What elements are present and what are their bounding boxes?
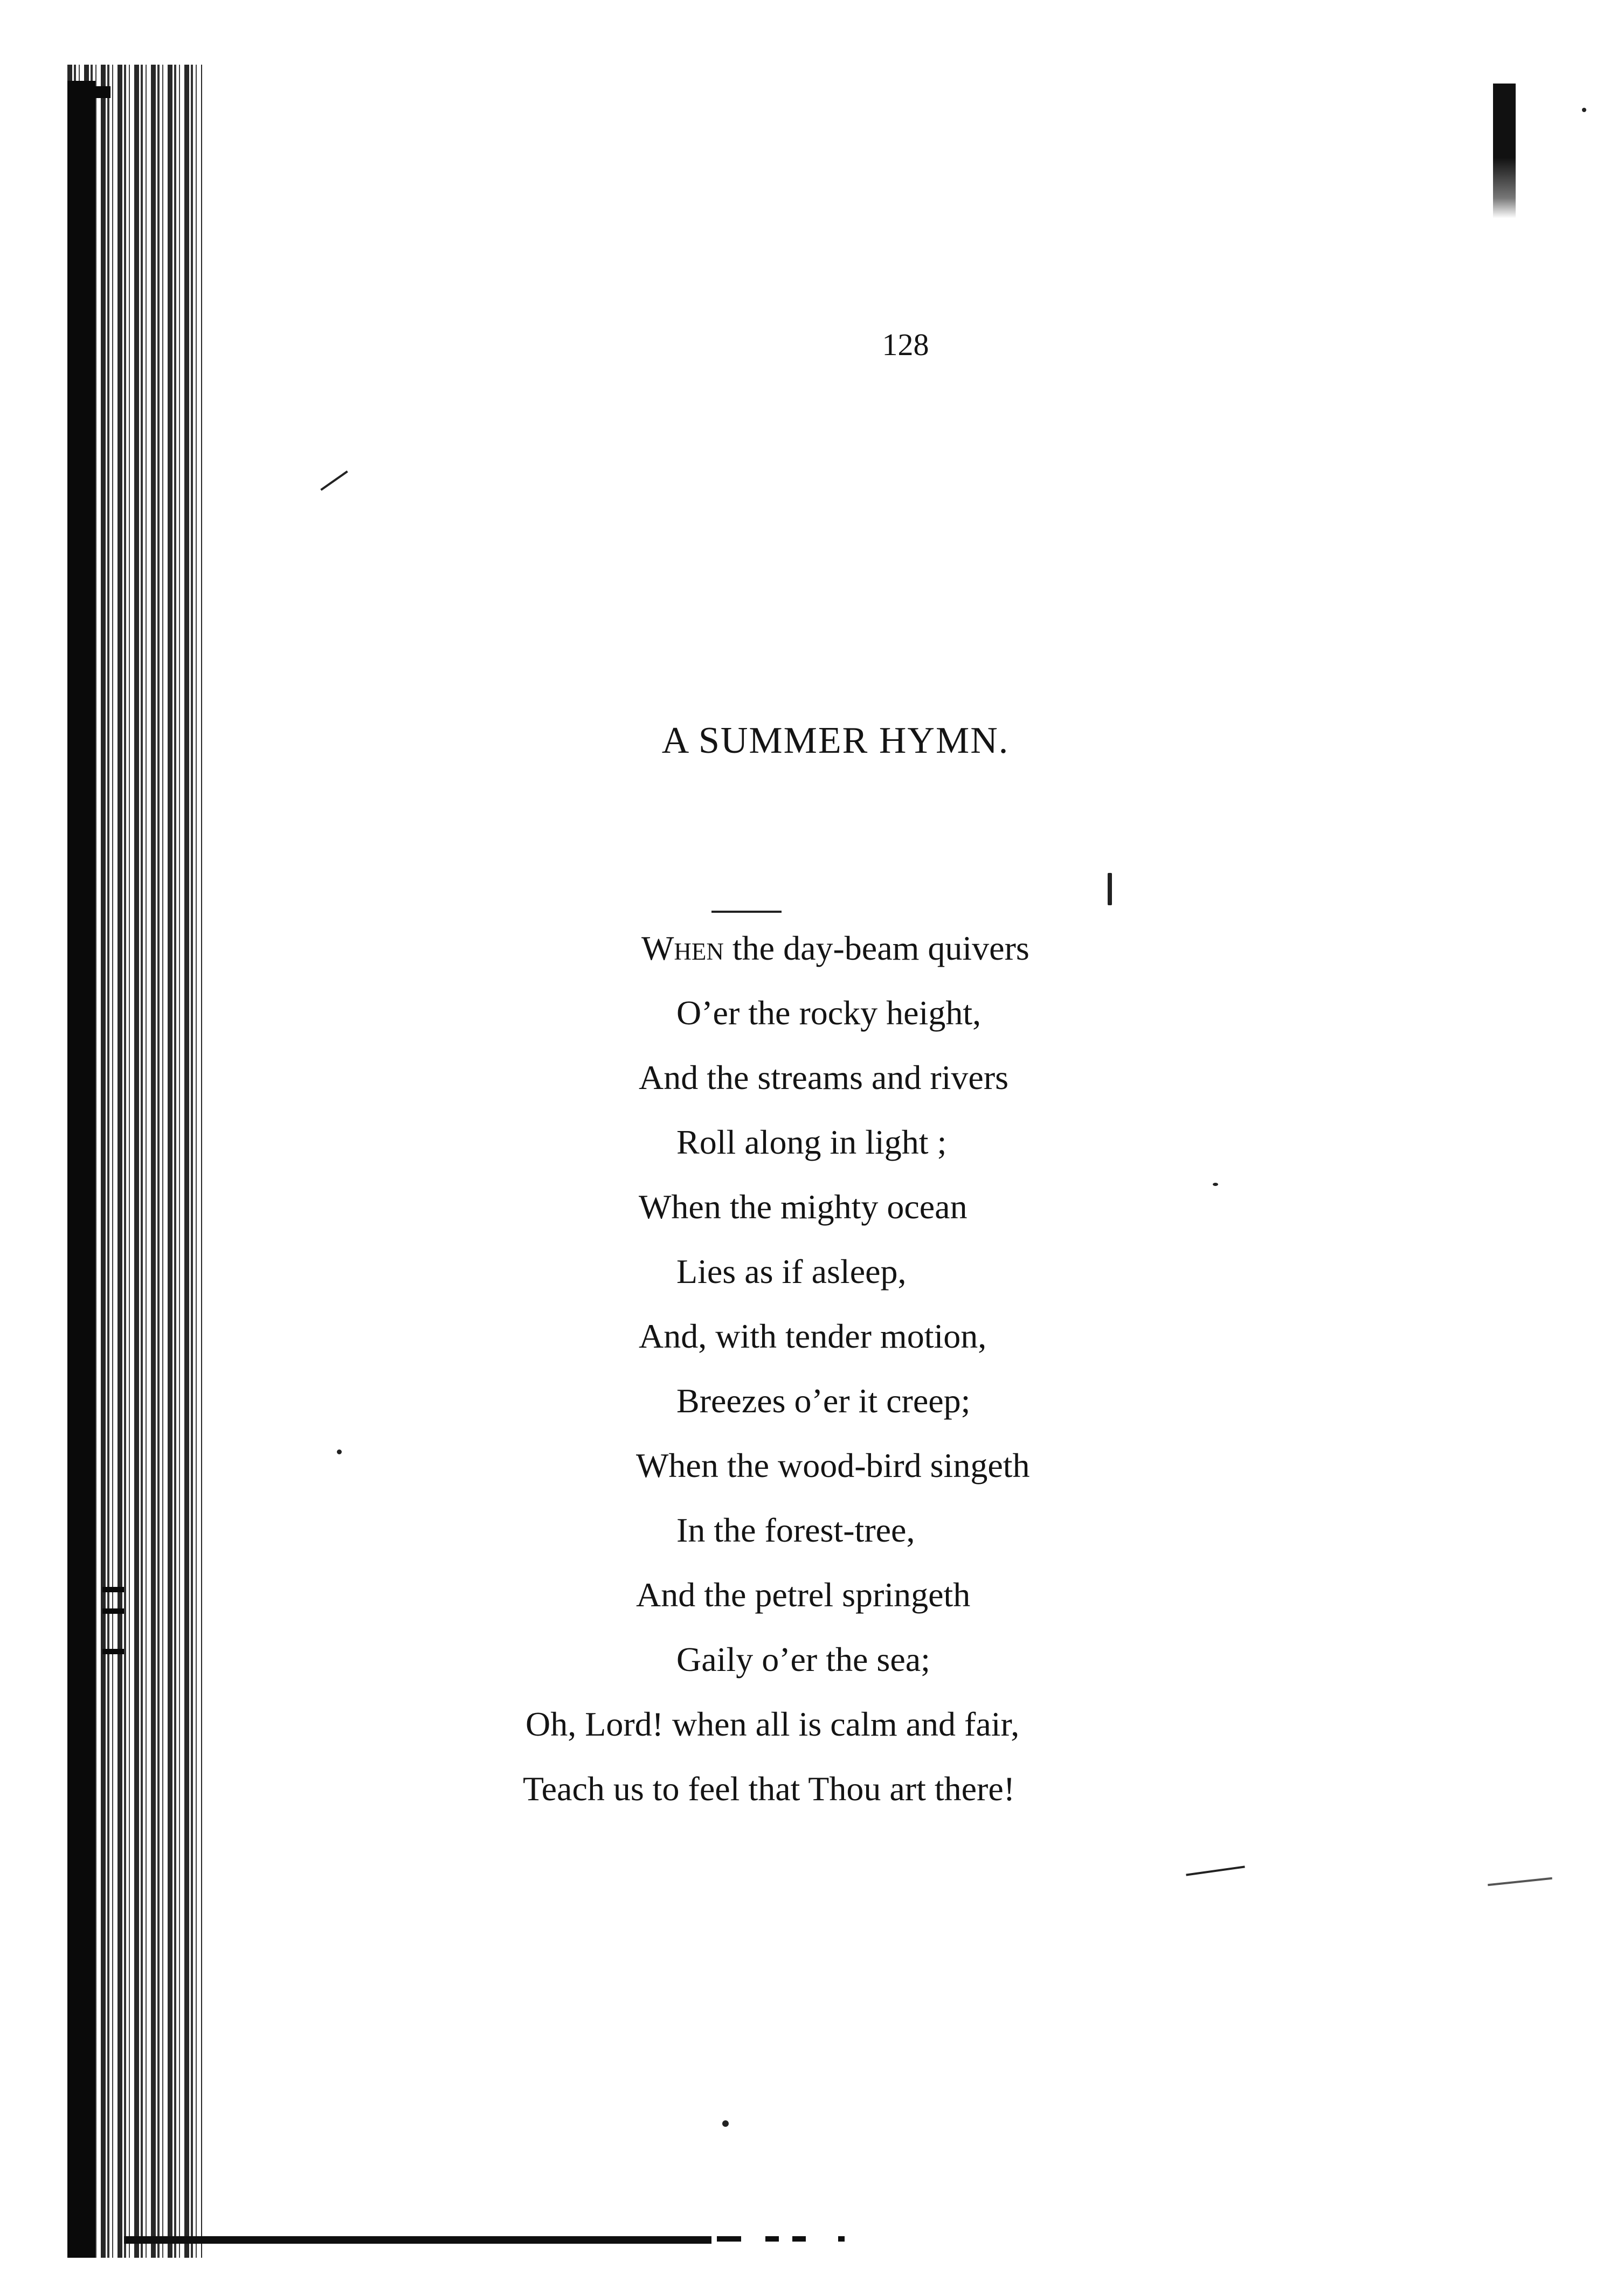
poem-line: Lies as if asleep,	[676, 1252, 907, 1291]
ink-speck	[722, 2120, 729, 2127]
ink-speck	[337, 1449, 342, 1454]
poem-line: When the day-beam quivers	[641, 929, 1029, 967]
ink-mark	[1186, 1865, 1245, 1876]
poem-line: And the petrel springeth	[636, 1576, 971, 1614]
book-edge-mark	[102, 1649, 124, 1654]
poem-line: When the wood-bird singeth	[636, 1446, 1030, 1485]
poem-line: When the mighty ocean	[639, 1188, 968, 1226]
ink-mark	[711, 911, 782, 913]
bottom-edge-mark	[717, 2236, 741, 2242]
ink-mark	[320, 470, 348, 491]
right-edge-shadow	[1493, 84, 1516, 218]
book-edge-mark	[67, 86, 110, 98]
poem-line: And the streams and rivers	[639, 1058, 1009, 1097]
bottom-edge-line	[124, 2236, 711, 2244]
ink-mark	[1488, 1877, 1552, 1886]
ink-speck	[1582, 108, 1586, 112]
poem-line: Teach us to feel that Thou art there!	[523, 1770, 1015, 1808]
poem-line: O’er the rocky height,	[676, 994, 982, 1032]
bottom-edge-mark	[792, 2236, 806, 2242]
ink-speck	[1213, 1183, 1218, 1186]
poem-title: A SUMMER HYMN.	[661, 720, 1010, 761]
ink-mark	[1108, 873, 1112, 905]
book-edge-mark	[102, 1608, 124, 1614]
bottom-edge-mark	[765, 2236, 779, 2242]
poem-line: And, with tender motion,	[639, 1317, 987, 1355]
poem-line: Breezes o’er it creep;	[676, 1382, 971, 1420]
bottom-edge-mark	[838, 2236, 845, 2242]
poem-line: Roll along in light ;	[676, 1123, 947, 1161]
page-number: 128	[882, 327, 929, 362]
book-edge-mark	[102, 1587, 124, 1592]
poem-line: In the forest-tree,	[676, 1511, 915, 1549]
book-edge	[67, 81, 95, 2258]
poem-line: Oh, Lord! when all is calm and fair,	[526, 1705, 1020, 1743]
poem-line: Gaily o’er the sea;	[676, 1640, 930, 1678]
